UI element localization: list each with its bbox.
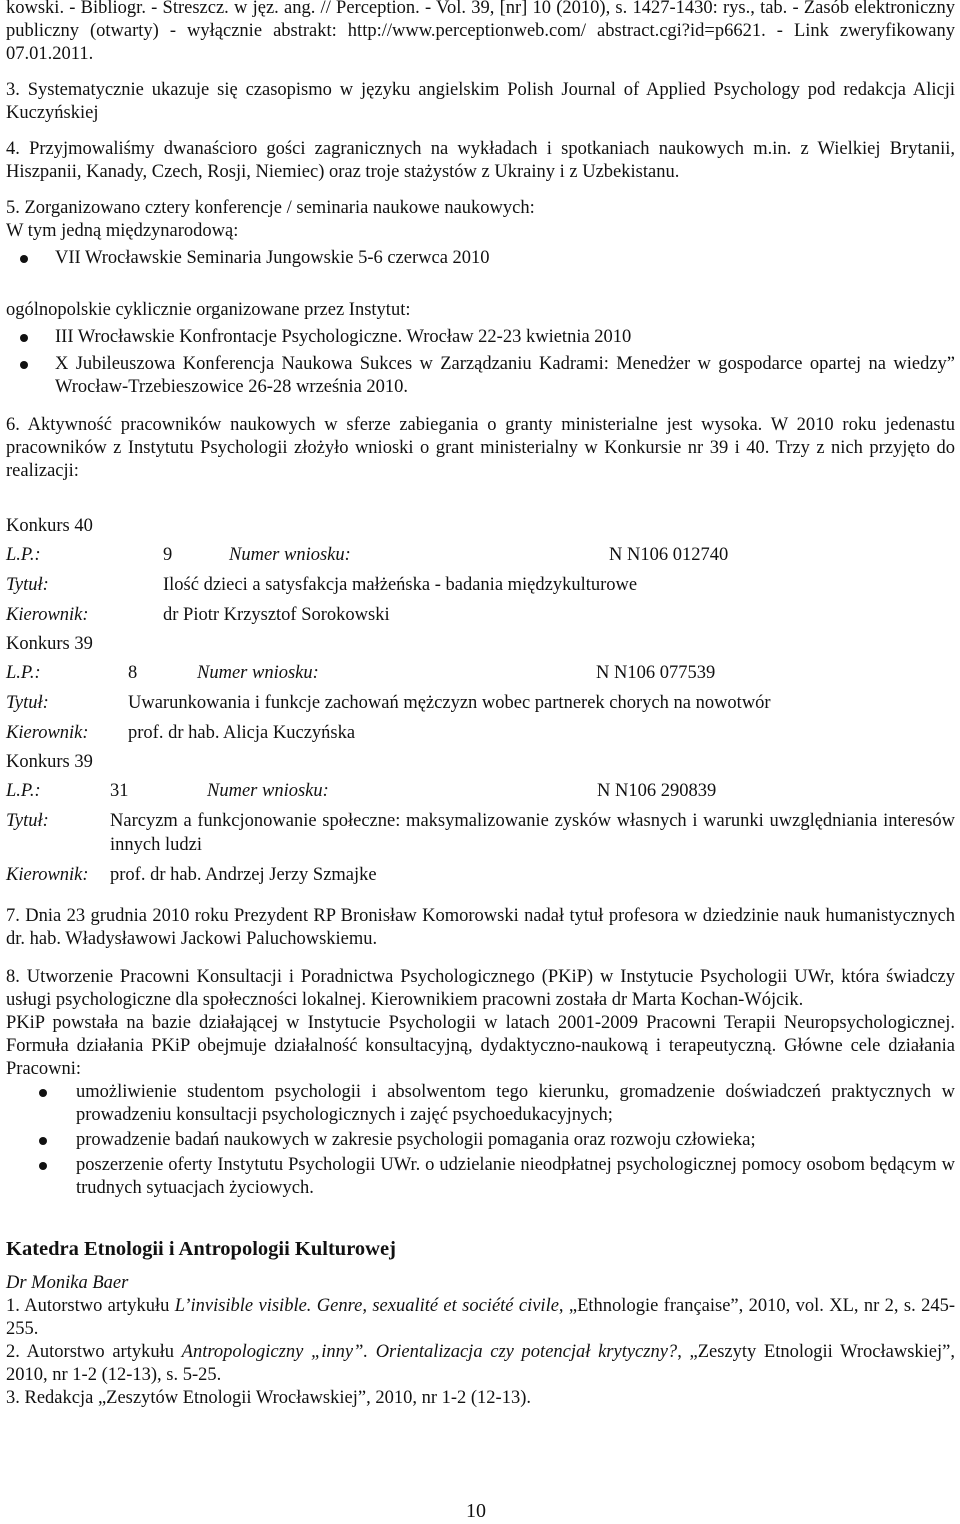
- grant-konkurs: Konkurs 40: [6, 516, 93, 536]
- title-label: Tytuł:: [6, 693, 49, 713]
- grant-manager-row: [6, 860, 955, 890]
- item-4: 4. Przyjmowaliśmy dwanaścioro gości zagranicznych na wykładach i spotkaniach naukowych m.in. z Wielkiej Brytanii, Hiszpanii, Kanady, Czech, Rosji, Niemiec) oraz troje stażystów z Ukrainy i z Uzbekistanu.: [6, 139, 955, 182]
- list-item: prowadzenie badań naukowych w zakresie psychologii pomagania oraz rozwoju człowieka;: [6, 1129, 955, 1152]
- grant-title-row: [6, 688, 955, 718]
- publication-entry: 2. Autorstwo artykułu Antropologiczny „inny”. Orientalizacja czy potencjał krytyczny?, „Zeszyty Etnologii Wrocławskiej”, 2010, nr 1-2 (12-13), s. 5-25.: [6, 1342, 955, 1385]
- item-7: 7. Dnia 23 grudnia 2010 roku Prezydent RP Bronisław Komorowski nadał tytuł profesora w dziedzinie nauk humanistycznych dr. hab. Władysławowi Jackowi Paluchowskiemu.: [6, 906, 955, 949]
- item-5-intro: 5. Zorganizowano cztery konferencje / seminaria naukowe naukowych:: [6, 198, 535, 218]
- grant-block: [6, 512, 955, 630]
- item-3: 3. Systematycznie ukazuje się czasopismo w języku angielskim Polish Journal of Applied Psychology pod redakcja Alicji Kuczyńskiej: [6, 80, 955, 123]
- continued-citation: kowski. - Bibliogr. - Streszcz. w jęz. ang. // Perception. - Vol. 39, [nr] 10 (2010), s. 1427-1430: rys., tab. - Zasób elektroniczny publiczny (otwarty) - wyłącznie abstrakt: http://www.perceptionweb.com/ abstract.cgi?id=p6621. - Link zweryfikowany 07.01.2011.: [6, 0, 955, 64]
- number-label: Numer wniosku:: [229, 545, 351, 565]
- manager-value: prof. dr hab. Alicja Kuczyńska: [128, 723, 356, 743]
- document-page: [6, 0, 955, 1410]
- manager-label: Kierownik:: [6, 605, 89, 625]
- title-value: Narcyzm a funkcjonowanie społeczne: maksymalizowanie zysków własnych i warunki uwzględniania interesów innych ludzi: [110, 811, 955, 855]
- item-5-intl-label: W tym jedną międzynarodową:: [6, 221, 239, 241]
- item-5-national-label: ogólnopolskie cyklicznie organizowane przez Instytut:: [6, 300, 411, 320]
- number-value: N N106 012740: [609, 545, 729, 565]
- lp-value: 31: [110, 781, 129, 801]
- intl-conferences-list: [6, 247, 955, 270]
- number-label: Numer wniosku:: [197, 663, 319, 683]
- pkip-goals-list: [6, 1081, 955, 1200]
- manager-label: Kierownik:: [6, 865, 89, 885]
- lp-label: L.P.:: [6, 545, 41, 565]
- number-label: Numer wniosku:: [207, 781, 329, 801]
- publication-entry: 3. Redakcja „Zeszytów Etnologii Wrocławskiej”, 2010, nr 1-2 (12-13).: [6, 1388, 531, 1408]
- manager-value: dr Piotr Krzysztof Sorokowski: [163, 605, 390, 625]
- grant-lp-row: [6, 658, 955, 688]
- grant-title-row: [6, 570, 955, 600]
- list-item: umożliwienie studentom psychologii i absolwentom tego kierunku, gromadzenie doświadczeń praktycznych w prowadzeniu konsultacji psychologicznych i zajęć psychoedukacyjnych;: [6, 1081, 955, 1127]
- title-label: Tytuł:: [6, 811, 49, 831]
- national-conferences-list: [6, 326, 955, 399]
- lp-label: L.P.:: [6, 663, 41, 683]
- publication-entry: 1. Autorstwo artykułu L’invisible visible. Genre, sexualité et société civile, „Ethnologie française”, 2010, vol. XL, nr 2, s. 245-255.: [6, 1296, 955, 1339]
- lp-value: 9: [163, 545, 173, 565]
- grant-manager-row: [6, 718, 955, 748]
- page-number: 10: [466, 1500, 486, 1522]
- grant-block: [6, 748, 955, 890]
- grant-title-row: [6, 806, 955, 860]
- list-item: poszerzenie oferty Instytutu Psychologii UWr. o udzielanie nieodpłatnej psychologicznej pomocy osobom będącym w trudnych sytuacjach życiowych.: [6, 1154, 955, 1200]
- list-item: VII Wrocławskie Seminaria Jungowskie 5-6 czerwca 2010: [6, 247, 955, 270]
- item-6: 6. Aktywność pracowników naukowych w sferze zabiegania o granty ministerialne jest wysoka. W 2010 roku jedenastu pracowników z Instytutu Psychologii złożyło wnioski o grant ministerialny w Konkursie nr 39 i 40. Trzy z nich przyjęto do realizacji:: [6, 415, 955, 481]
- author-name: Dr Monika Baer: [6, 1273, 129, 1293]
- list-item: III Wrocławskie Konfrontacje Psychologiczne. Wrocław 22-23 kwietnia 2010: [6, 326, 955, 349]
- list-item: X Jubileuszowa Konferencja Naukowa Sukces w Zarządzaniu Kadrami: Menedżer w gospodarce opartej na wiedzy” Wrocław-Trzebieszowice 26-28 września 2010.: [6, 353, 955, 399]
- title-value: Ilość dzieci a satysfakcja małżeńska - badania międzykulturowe: [163, 575, 638, 595]
- number-value: N N106 077539: [596, 663, 716, 683]
- title-value: Uwarunkowania i funkcje zachowań mężczyzn wobec partnerek chorych na nowotwór: [128, 693, 771, 713]
- lp-label: L.P.:: [6, 781, 41, 801]
- item-8: 8. Utworzenie Pracowni Konsultacji i Poradnictwa Psychologicznego (PKiP) w Instytucie Psychologii UWr, która świadczy usługi psychologiczne dla społeczności lokalnej. Kierownikiem pracowni została dr Marta Kochan-Wójcik.: [6, 967, 955, 1010]
- grant-lp-row: [6, 540, 955, 570]
- grant-konkurs: Konkurs 39: [6, 752, 93, 772]
- manager-label: Kierownik:: [6, 723, 89, 743]
- grant-konkurs: Konkurs 39: [6, 634, 93, 654]
- title-label: Tytuł:: [6, 575, 49, 595]
- grant-lp-row: [6, 776, 955, 806]
- grant-block: [6, 630, 955, 748]
- number-value: N N106 290839: [597, 781, 717, 801]
- item-8-pkip: PKiP powstała na bazie działającej w Instytucie Psychologii w latach 2001-2009 Pracowni Terapii Neuropsychologicznej. Formuła działania PKiP obejmuje działalność konsultacyjną, dydaktyczno-naukową i terapeutyczną. Główne cele działania Pracowni:: [6, 1013, 955, 1079]
- lp-value: 8: [128, 663, 138, 683]
- grant-manager-row: [6, 600, 955, 630]
- manager-value: prof. dr hab. Andrzej Jerzy Szmajke: [110, 865, 377, 885]
- section-heading: Katedra Etnologii i Antropologii Kulturowej: [6, 1238, 396, 1260]
